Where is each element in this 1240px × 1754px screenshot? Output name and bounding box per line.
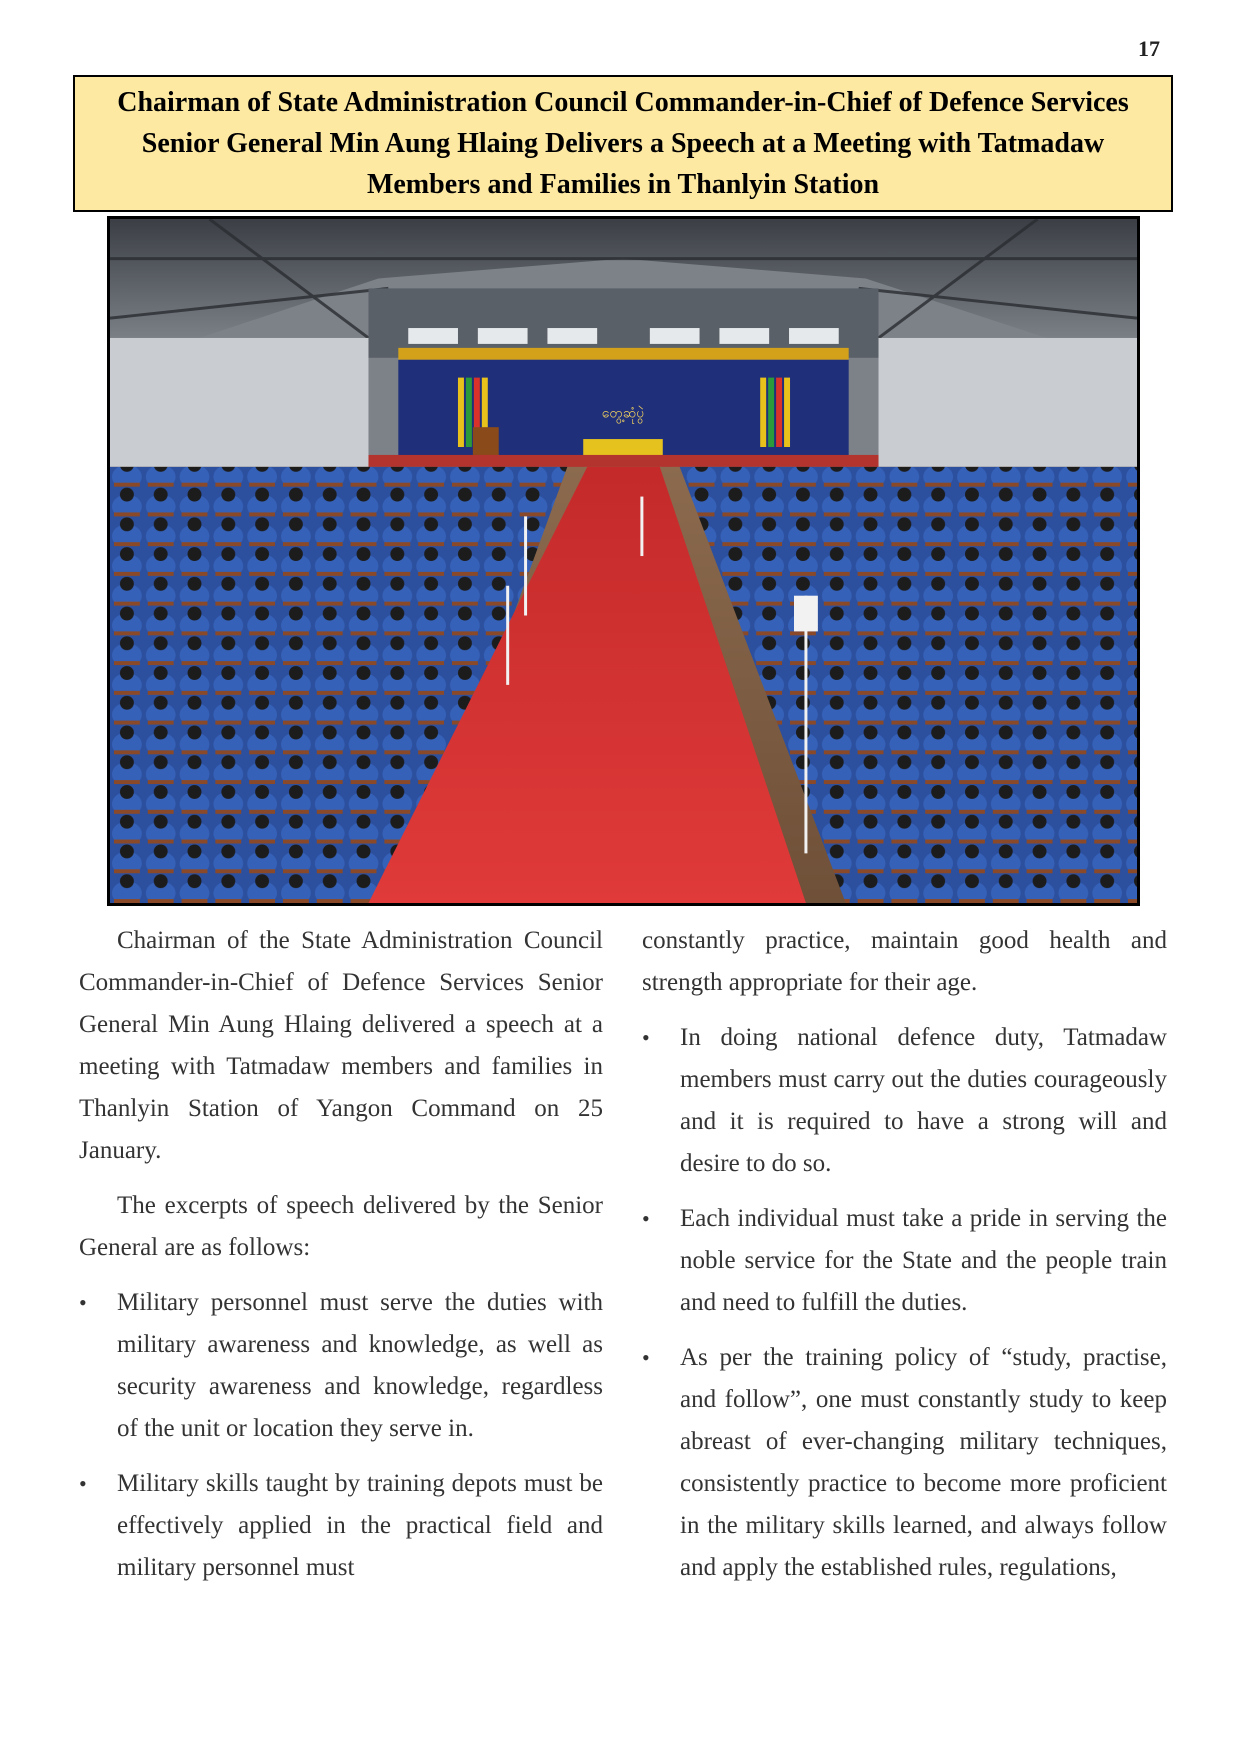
continuation-paragraph: constantly practice, maintain good health and strength appropriate for their age.: [642, 927, 1167, 996]
bullet-text: Military personnel must serve the duties with military awareness and knowledge, as well as security awareness and knowledge, regardless of the unit or location they serve in.: [117, 1289, 603, 1442]
left-column: [79, 920, 603, 1589]
bullet-text: As per the training policy of “study, practise, and follow”, one must constantly study to keep abreast of ever-changing military techniques, consistently practice to become more proficient in the military skills learned, and always follow and apply the established rules, regulations,: [680, 1344, 1167, 1581]
intro-paragraph: Chairman of the State Administration Council Commander-in-Chief of Defence Services Senior General Min Aung Hlaing delivered a speech at a meeting with Tatmadaw members and families in Thanlyin Station of Yangon Command on 25 January.: [79, 927, 603, 1164]
bullet-item: [642, 1198, 1167, 1324]
bullet-item: [79, 1282, 603, 1450]
bullet-icon: •: [642, 1345, 650, 1370]
stage-banner-text: တွေ့ဆုံပွဲ: [601, 405, 645, 422]
bullet-icon: •: [79, 1290, 87, 1315]
bullet-item: [79, 1463, 603, 1589]
bullet-text: Military skills taught by training depots must be effectively applied in the practical field and military personnel must: [117, 1470, 603, 1581]
bullet-text: Each individual must take a pride in serving the noble service for the State and the people train and need to fulfill the duties.: [680, 1205, 1167, 1316]
bullet-icon: •: [79, 1471, 87, 1496]
hall-meeting-illustration: [110, 219, 1137, 903]
article-title: Chairman of State Administration Council Commander-in-Chief of Defence Services Senior General Min Aung Hlaing Delivers a Speech at a Meeting with Tatmadaw Members and Families in Thanlyin Station: [117, 87, 1129, 200]
event-photo: [107, 216, 1140, 906]
bullet-icon: •: [642, 1025, 650, 1050]
excerpt-intro-paragraph: The excerpts of speech delivered by the Senior General are as follows:: [79, 1192, 603, 1261]
bullet-item: [642, 1017, 1167, 1185]
article-title-box: [73, 75, 1173, 212]
bullet-text: In doing national defence duty, Tatmadaw members must carry out the duties courageously and it is required to have a strong will and desire to do so.: [680, 1024, 1167, 1177]
bullet-item: [642, 1337, 1167, 1589]
page-number: 17: [1138, 36, 1160, 61]
bullet-icon: •: [642, 1206, 650, 1231]
right-column: [642, 920, 1167, 1589]
